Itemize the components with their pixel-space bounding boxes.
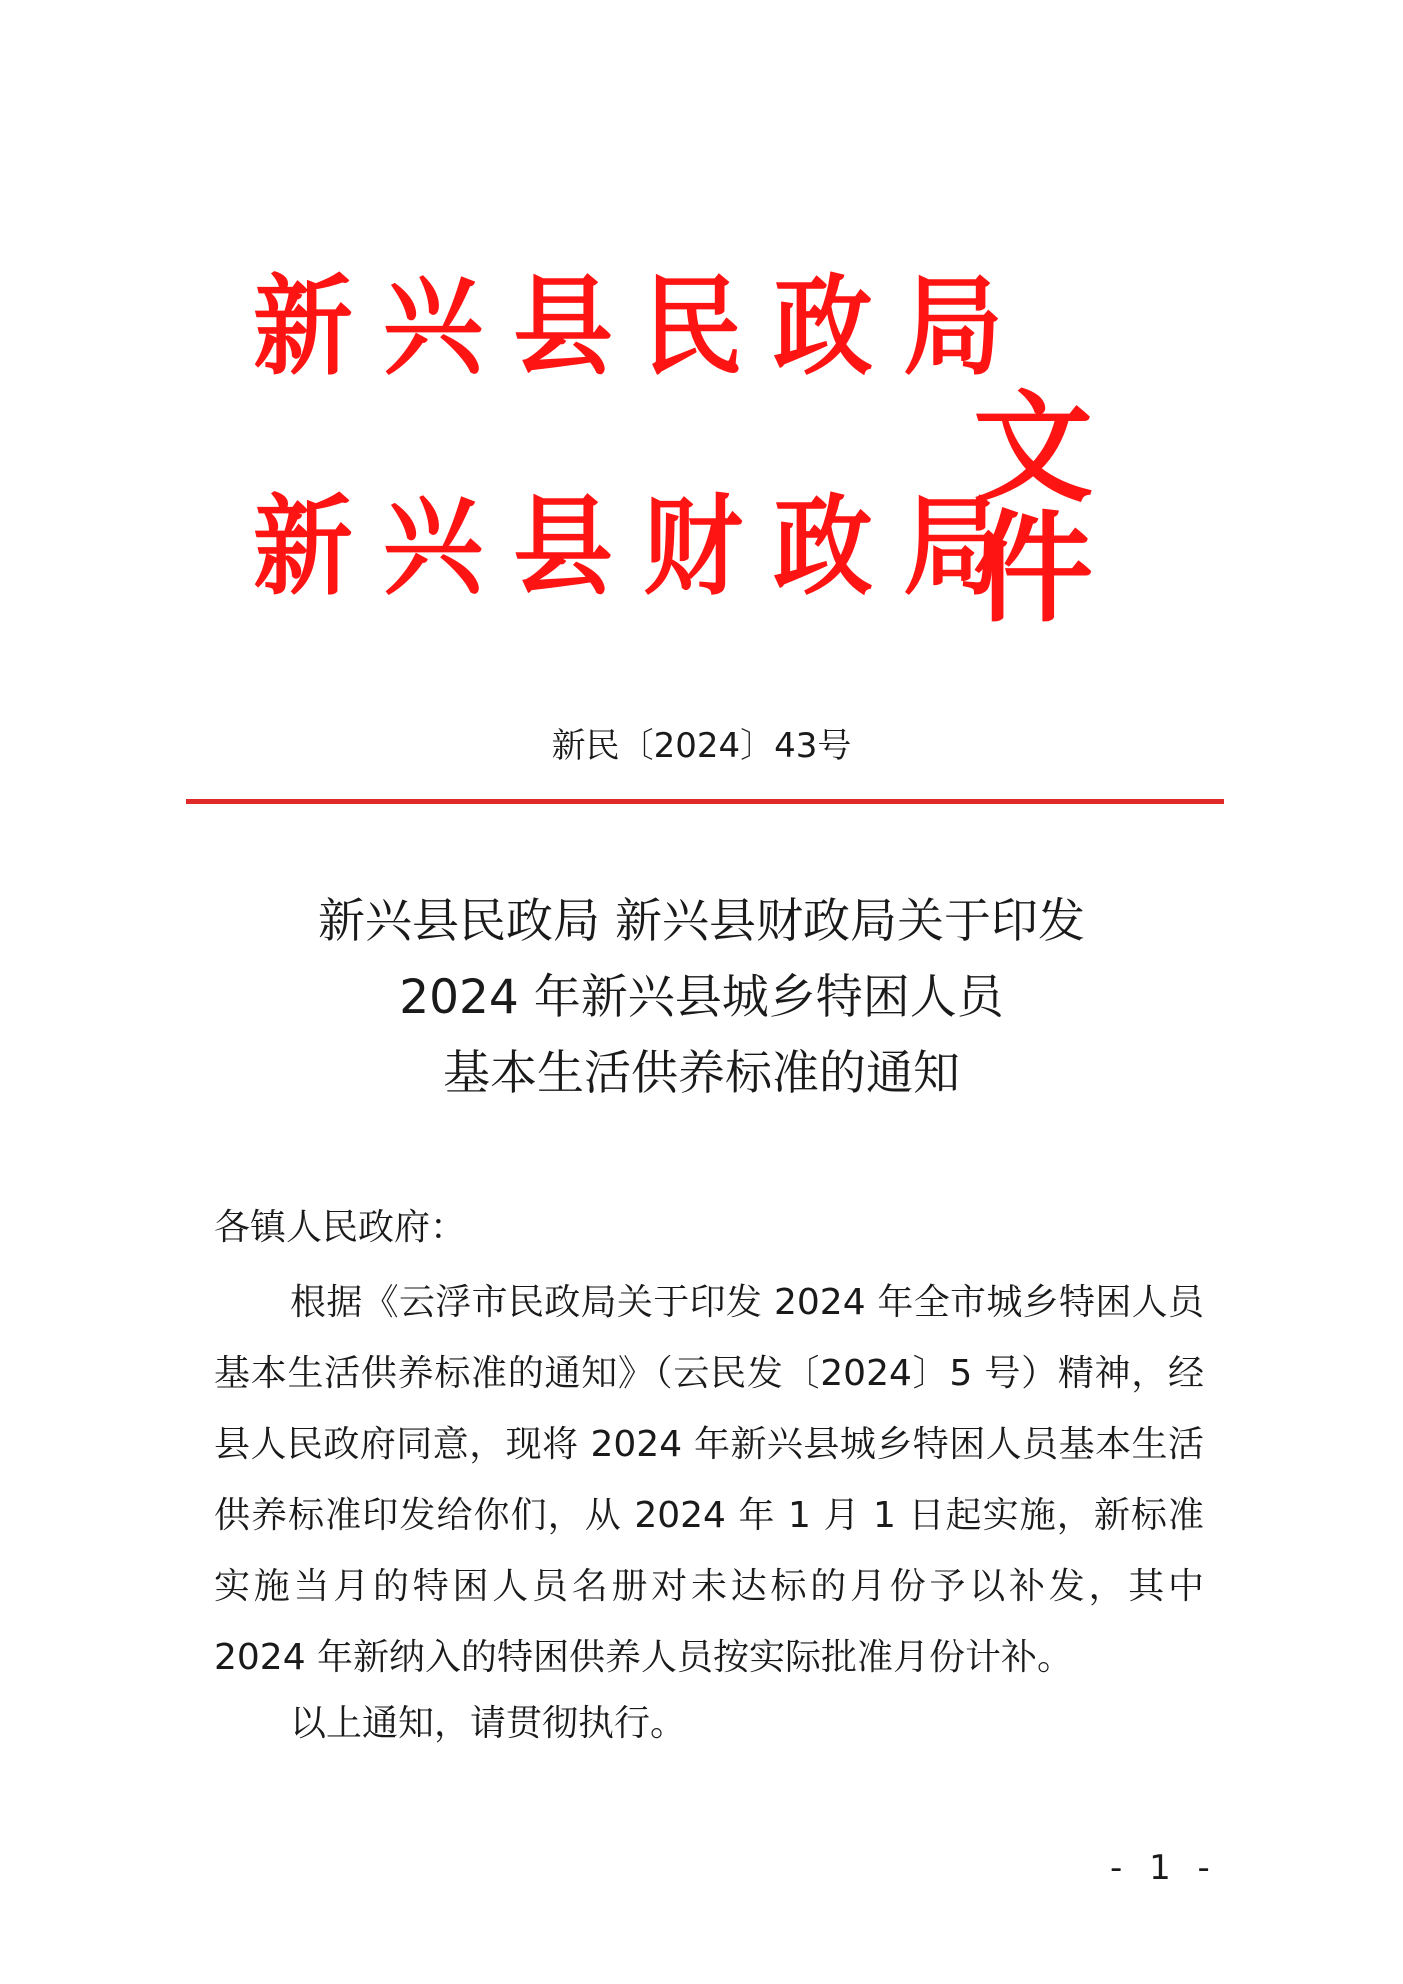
red-divider-rule	[186, 799, 1224, 804]
masthead-char: 新	[253, 265, 353, 390]
masthead-char: 局	[903, 265, 1003, 390]
masthead-suffix: 文件	[973, 380, 1087, 639]
masthead-char: 兴	[383, 265, 483, 390]
masthead-char: 局	[903, 485, 1003, 610]
masthead-char: 兴	[383, 485, 483, 610]
masthead-char: 新	[253, 485, 353, 610]
masthead-char: 县	[513, 485, 613, 610]
title-line-3: 基本生活供养标准的通知	[443, 1046, 960, 1101]
masthead-char: 政	[773, 265, 873, 390]
red-masthead	[238, 262, 1188, 639]
masthead-char: 民	[643, 265, 743, 390]
masthead-char: 县	[513, 265, 613, 390]
page-number: - 1 -	[1110, 1848, 1218, 1888]
document-number: 新民〔2024〕43号	[551, 726, 852, 766]
closing-line: 以上通知，请贯彻执行。	[290, 1703, 687, 1744]
title-line-2: 2024 年新兴县城乡特困人员	[399, 970, 1004, 1025]
masthead-line-finance	[238, 485, 1018, 610]
masthead-char: 财	[643, 485, 743, 610]
masthead-line-civil-affairs	[238, 265, 1018, 390]
salutation: 各镇人民政府：	[214, 1207, 467, 1248]
title-line-1: 新兴县民政局 新兴县财政局关于印发	[318, 894, 1085, 949]
body-paragraph: 根据《云浮市民政局关于印发 2024 年全市城乡特困人员基本生活供养标准的通知》（云民发〔2024〕5 号）精神，经县人民政府同意，现将 2024 年新兴县城乡特困人员基本生活供养标准印发给你们，从 2024 年 1 月 1 日起实施，新标准实施当月的特困人员名册对未达标的月份予以补发，其中 2024 年新纳入的特困供养人员按实际批准月份计补。	[214, 1282, 1204, 1678]
document-title	[0, 884, 1403, 1112]
masthead-char: 政	[773, 485, 873, 610]
